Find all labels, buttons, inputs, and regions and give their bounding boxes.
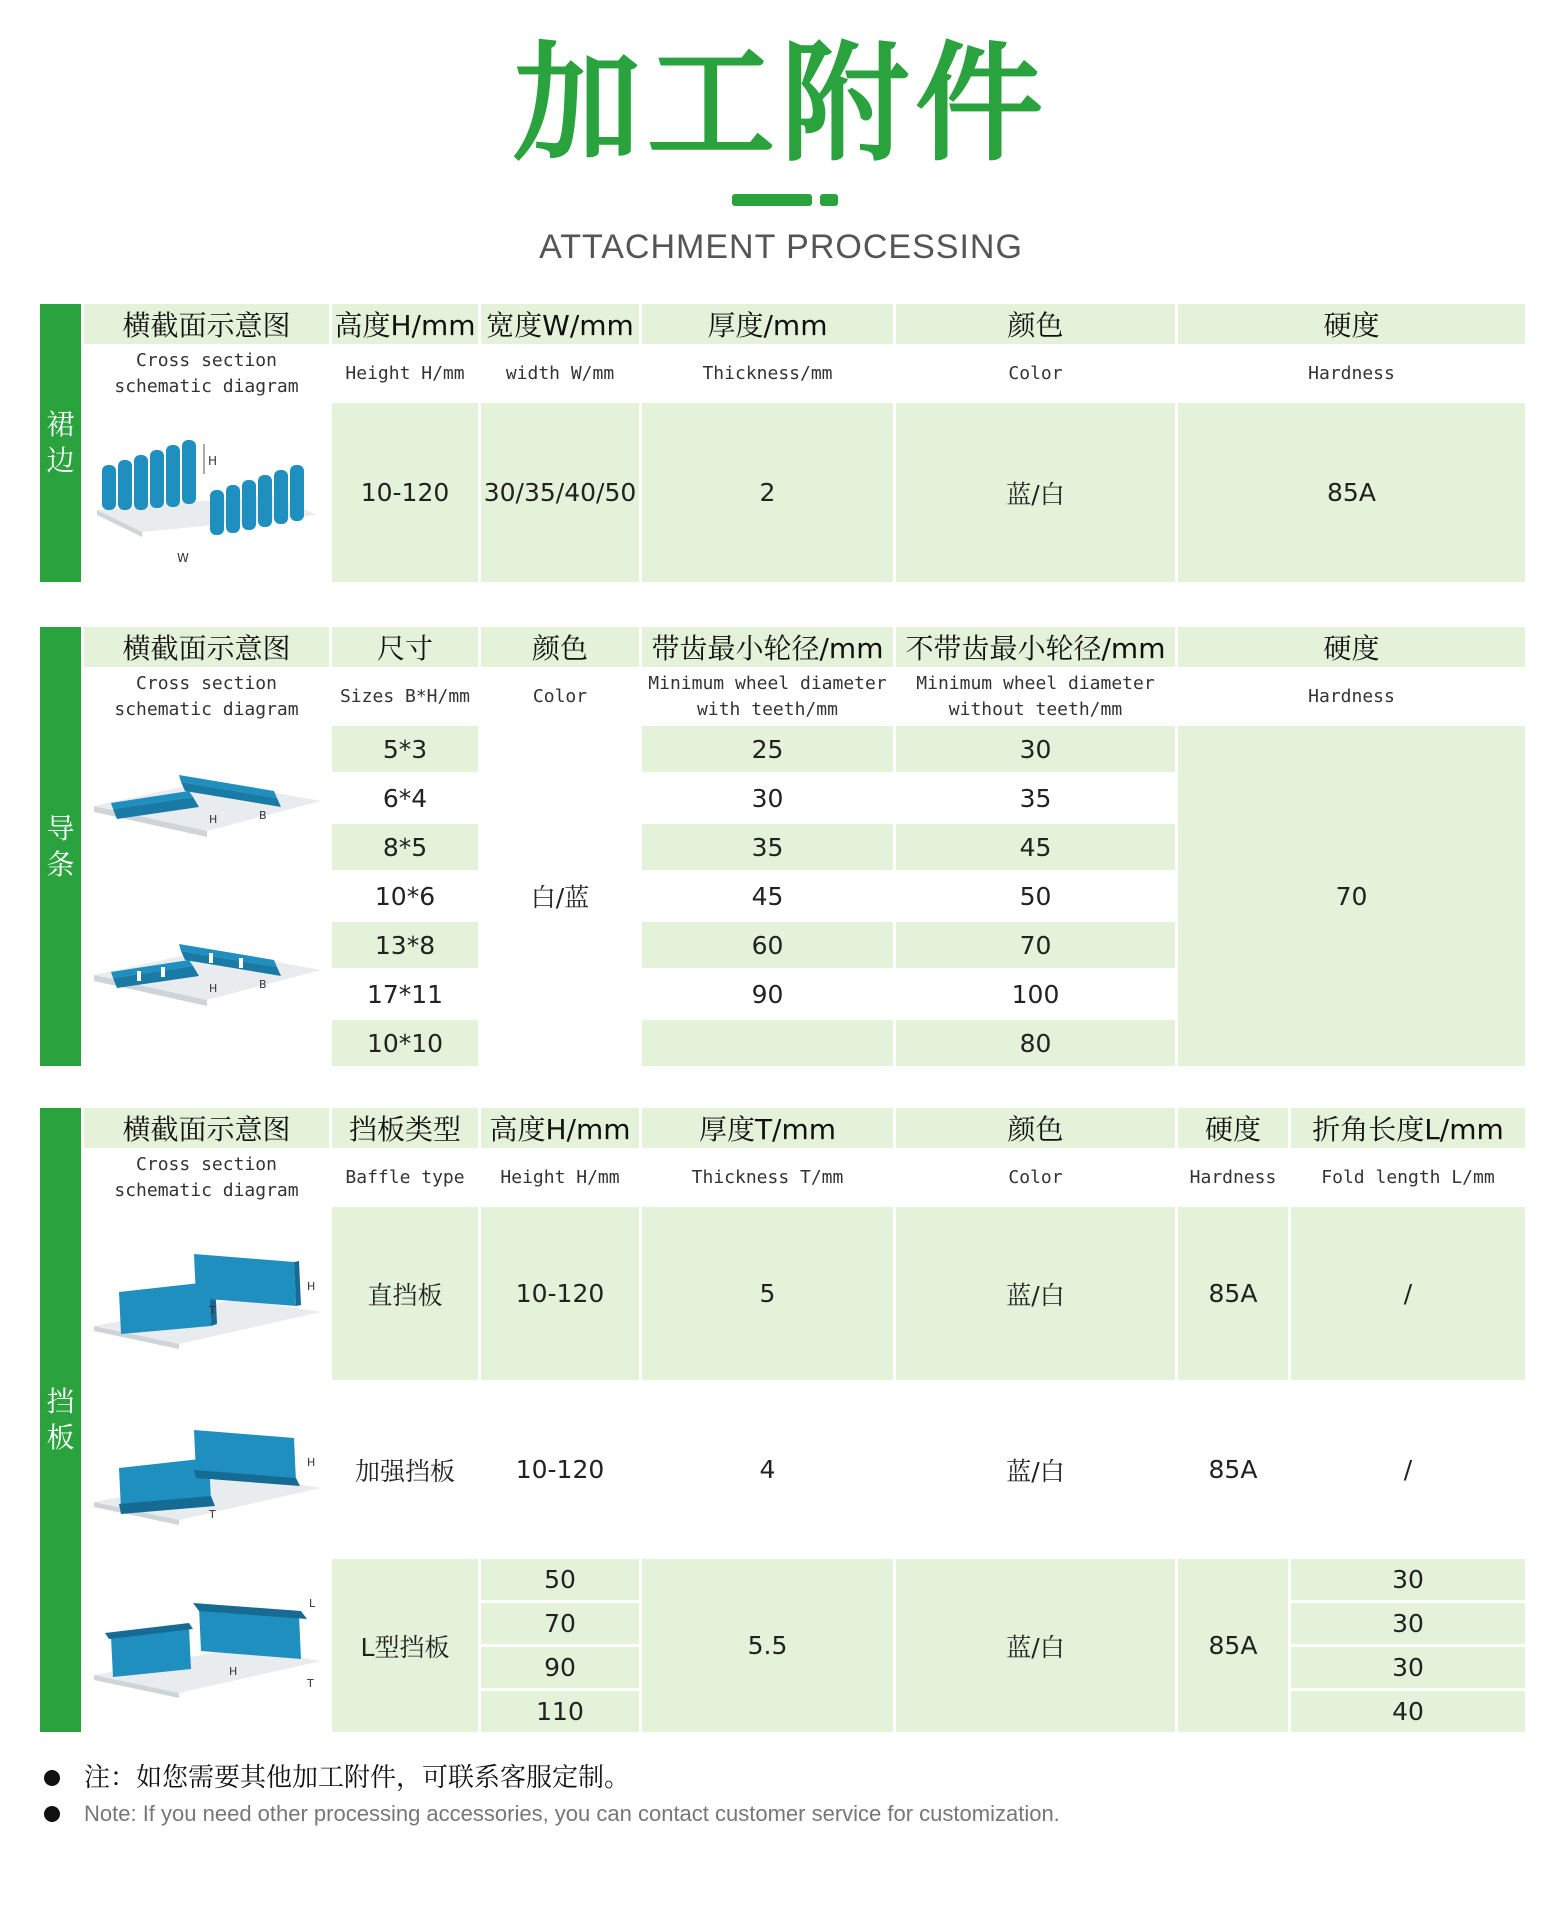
svg-text:B: B xyxy=(258,808,267,822)
guide-with-teeth-5: 60 xyxy=(641,921,895,970)
svg-text:T: T xyxy=(208,1507,216,1521)
guide-size-6: 17*11 xyxy=(331,970,480,1019)
baffle-header-fold: 折角长度L/mm xyxy=(1290,1107,1527,1150)
guide-header-diagram: 横截面示意图 xyxy=(83,626,331,669)
baffle-thickness-3: 5.5 xyxy=(641,1558,895,1734)
guide-with-teeth-2: 30 xyxy=(641,774,895,823)
baffle-color-3: 蓝/白 xyxy=(895,1558,1177,1734)
skirt-color-value: 蓝/白 xyxy=(895,402,1177,584)
skirt-thickness-value: 2 xyxy=(641,402,895,584)
skirt-header-thickness: 厚度/mm xyxy=(641,303,895,346)
baffle-l-fold-2: 30 xyxy=(1290,1602,1527,1646)
skirt-side-label: 裙 边 xyxy=(39,303,83,584)
baffle-table xyxy=(37,1105,1528,1735)
baffle-hardness-3: 85A xyxy=(1177,1558,1290,1734)
baffle-header-thickness-en: Thickness T/mm xyxy=(641,1150,895,1206)
skirt-header-diagram-en: Cross section schematic diagram xyxy=(83,346,331,402)
baffle-header-height-en: Height H/mm xyxy=(480,1150,641,1206)
svg-text:W: W xyxy=(176,551,189,565)
guide-with-teeth-6: 90 xyxy=(641,970,895,1019)
guide-size-4: 10*6 xyxy=(331,872,480,921)
guide-color-value: 白/蓝 xyxy=(480,725,641,1068)
baffle-l-height-2: 70 xyxy=(480,1602,641,1646)
baffle-header-type-en: Baffle type xyxy=(331,1150,480,1206)
baffle-diagram-reinforced xyxy=(83,1382,331,1558)
guide-header-color-en: Color xyxy=(480,669,641,725)
guide-hardness-value: 70 xyxy=(1177,725,1527,1068)
baffle-header-fold-en: Fold length L/mm xyxy=(1290,1150,1527,1206)
guide-without-teeth-6: 100 xyxy=(895,970,1177,1019)
skirt-table xyxy=(37,301,1528,585)
skirt-header-height: 高度H/mm xyxy=(331,303,480,346)
baffle-header-height: 高度H/mm xyxy=(480,1107,641,1150)
baffle-fold-1: / xyxy=(1290,1206,1527,1382)
guide-size-2: 6*4 xyxy=(331,774,480,823)
baffle-l-height-3: 90 xyxy=(480,1646,641,1690)
note-en-text: Note: If you need other processing accessories, you can contact customer service for customization. xyxy=(84,1801,1060,1826)
baffle-diagram-straight xyxy=(83,1206,331,1382)
skirt-header-hardness-en: Hardness xyxy=(1177,346,1527,402)
baffle-header-diagram-en: Cross section schematic diagram xyxy=(83,1150,331,1206)
skirt-header-height-en: Height H/mm xyxy=(331,346,480,402)
svg-text:H: H xyxy=(208,981,217,995)
svg-text:T: T xyxy=(306,1677,314,1690)
baffle-type-3: L型挡板 xyxy=(331,1558,480,1734)
skirt-hardness-value: 85A xyxy=(1177,402,1527,584)
guide-size-7: 10*10 xyxy=(331,1019,480,1068)
guide-without-teeth-5: 70 xyxy=(895,921,1177,970)
guide-side-label: 导 条 xyxy=(39,626,83,1068)
baffle-height-1: 10-120 xyxy=(480,1206,641,1382)
skirt-header-diagram: 横截面示意图 xyxy=(83,303,331,346)
baffle-header-color: 颜色 xyxy=(895,1107,1177,1150)
guide-with-teeth-7 xyxy=(641,1019,895,1068)
svg-text:H: H xyxy=(208,812,217,826)
baffle-l-height-1: 50 xyxy=(480,1558,641,1602)
baffle-diagram-l-type xyxy=(83,1558,331,1734)
skirt-diagram xyxy=(83,402,331,584)
guide-size-3: 8*5 xyxy=(331,823,480,872)
guide-table xyxy=(37,624,1528,1069)
baffle-hardness-1: 85A xyxy=(1177,1206,1290,1382)
guide-header-diagram-en: Cross section schematic diagram xyxy=(83,669,331,725)
baffle-header-color-en: Color xyxy=(895,1150,1177,1206)
baffle-l-height-4: 110 xyxy=(480,1690,641,1734)
guide-with-teeth-1: 25 xyxy=(641,725,895,774)
baffle-color-2: 蓝/白 xyxy=(895,1382,1177,1558)
bullet-icon xyxy=(44,1770,60,1786)
baffle-height-2: 10-120 xyxy=(480,1382,641,1558)
note-cn xyxy=(44,1758,1524,1798)
baffle-hardness-2: 85A xyxy=(1177,1382,1290,1558)
guide-size-1: 5*3 xyxy=(331,725,480,774)
baffle-color-1: 蓝/白 xyxy=(895,1206,1177,1382)
svg-text:L: L xyxy=(308,1597,315,1610)
skirt-header-thickness-en: Thickness/mm xyxy=(641,346,895,402)
guide-header-color: 颜色 xyxy=(480,626,641,669)
guide-header-hardness-en: Hardness xyxy=(1177,669,1527,725)
svg-text:H: H xyxy=(228,1665,237,1678)
baffle-thickness-2: 4 xyxy=(641,1382,895,1558)
guide-without-teeth-3: 45 xyxy=(895,823,1177,872)
notes xyxy=(44,1758,1524,1830)
baffle-header-type: 挡板类型 xyxy=(331,1107,480,1150)
guide-header-without-teeth: 不带齿最小轮径/mm xyxy=(895,626,1177,669)
skirt-header-color: 颜色 xyxy=(895,303,1177,346)
guide-header-with-teeth: 带齿最小轮径/mm xyxy=(641,626,895,669)
guide-without-teeth-4: 50 xyxy=(895,872,1177,921)
guide-without-teeth-2: 35 xyxy=(895,774,1177,823)
guide-size-5: 13*8 xyxy=(331,921,480,970)
baffle-header-diagram: 横截面示意图 xyxy=(83,1107,331,1150)
svg-text:H: H xyxy=(207,454,217,468)
note-en xyxy=(44,1798,1524,1830)
skirt-header-width-en: width W/mm xyxy=(480,346,641,402)
baffle-type-1: 直挡板 xyxy=(331,1206,480,1382)
guide-with-teeth-4: 45 xyxy=(641,872,895,921)
svg-text:H: H xyxy=(306,1279,315,1293)
baffle-thickness-1: 5 xyxy=(641,1206,895,1382)
guide-header-hardness: 硬度 xyxy=(1177,626,1527,669)
baffle-side-label: 挡 板 xyxy=(39,1107,83,1734)
guide-without-teeth-1: 30 xyxy=(895,725,1177,774)
skirt-header-width: 宽度W/mm xyxy=(480,303,641,346)
svg-text:H: H xyxy=(306,1455,315,1469)
baffle-l-fold-3: 30 xyxy=(1290,1646,1527,1690)
baffle-l-fold-1: 30 xyxy=(1290,1558,1527,1602)
baffle-type-2: 加强挡板 xyxy=(331,1382,480,1558)
guide-header-size: 尺寸 xyxy=(331,626,480,669)
baffle-header-hardness: 硬度 xyxy=(1177,1107,1290,1150)
note-cn-text: 注：如您需要其他加工附件，可联系客服定制。 xyxy=(84,1763,631,1793)
baffle-fold-2: / xyxy=(1290,1382,1527,1558)
baffle-l-fold-4: 40 xyxy=(1290,1690,1527,1734)
skirt-header-hardness: 硬度 xyxy=(1177,303,1527,346)
page-subtitle: ATTACHMENT PROCESSING xyxy=(539,228,1023,266)
svg-text:T: T xyxy=(208,1303,216,1317)
guide-without-teeth-7: 80 xyxy=(895,1019,1177,1068)
guide-header-with-teeth-en: Minimum wheel diameter with teeth/mm xyxy=(641,669,895,725)
guide-diagram-toothed xyxy=(83,872,331,1068)
baffle-header-thickness: 厚度T/mm xyxy=(641,1107,895,1150)
skirt-height-value: 10-120 xyxy=(331,402,480,584)
page-title: 加工附件 xyxy=(512,30,1049,179)
guide-diagram-plain xyxy=(83,725,331,872)
bullet-icon xyxy=(44,1806,60,1822)
guide-with-teeth-3: 35 xyxy=(641,823,895,872)
skirt-header-color-en: Color xyxy=(895,346,1177,402)
guide-header-without-teeth-en: Minimum wheel diameter without teeth/mm xyxy=(895,669,1177,725)
svg-text:B: B xyxy=(258,977,267,991)
baffle-header-hardness-en: Hardness xyxy=(1177,1150,1290,1206)
skirt-width-value: 30/35/40/50 xyxy=(480,402,641,584)
guide-header-size-en: Sizes B*H/mm xyxy=(331,669,480,725)
